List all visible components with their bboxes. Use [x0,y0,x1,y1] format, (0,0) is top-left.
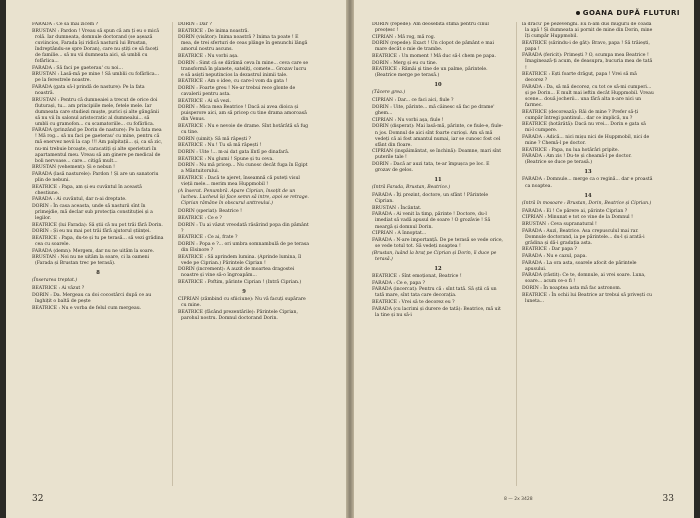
dialogue-line: DORIN : Dacă ar auzi tata, te-ar împușca pe loc. E grozav de gelos. [372,161,490,173]
dialogue-line: FARADA : N-are importanță. De pe terasă se vede orice, se vede totul tot. Să vedeți noaptea ! [372,237,503,249]
dialogue-line: FARADA : La ora asta, soarele afocit de părintele apusului. [522,260,637,272]
dialogue-line: BEATRICE : În ochii lui Beatrice ar trebui să privești cu luneta... [522,292,652,304]
stage-direction: (Brustan, luând la braț pe Ciprian și Dorin, îi duce pe terasă.) [372,250,497,262]
dialogue-line: FARADA : Auzi, Beatrice. Asa crepusculul mai rar. Domnule doctorand, ia pe părintele... du-l și arată-i grădina și dă-i gradația asta. [522,228,645,246]
page-number-right: 33 [662,494,674,504]
column-rule [172,22,173,486]
dialogue-line: DORIN : Popa e ?... ori umbra somnambulă de pe terasa din Elsinore ? [178,241,309,253]
dialogue-line: CIPRIAN (zâmbind cu sfiiciune): Nu vă facuți supărare cu mine. [178,297,306,309]
stage-direction: (Intră în mosoare : Brustan, Dorin, Beatrice și Ciprian.) [522,200,652,206]
scene-number: 10 [434,82,442,89]
dialogue-line: CIPRIAN : Minunat e tot ce vine de la Domnul ! [522,215,633,221]
dialogue-line: BEATRICE : Dar papa ? [522,247,577,253]
dialogue-line: BEATRICE : Ai să vezi. [178,98,231,104]
scene-number: 8 [96,270,100,277]
book-gutter [346,0,354,518]
dialogue-line: BEATRICE : Nu glumi ! Spune și tu ceva. [178,156,274,162]
dialogue-line: BEATRICE : Papa, am și eu cuvântul în această chestiune. [32,184,142,196]
dialogue-line: DORIN (repede): Exact ! Un clopot de pământ e mai mare decât o mie de trambe. [372,41,494,53]
dialogue-line: DORIN : Da. Mergeau ca doi cocostârci după ce au înghițit o baltă de pește [32,293,152,305]
dialogue-line: BEATRICE (făcând prezentările): Părintele Ciprian, parohul nostru. Domnul doctorand Dorin. [178,309,298,321]
dialogue-line: DORIN : În noaptea asta mă fac astronom. [522,285,622,291]
dialogue-line: DORIN : Simt că se dărâmă ceva în mine... ceva care se transformă în planete, sateliți, comete... Grozav lucru e să asiști neputincios la dezastrul inimii tale. [178,60,309,78]
right-page-column-1 [372,22,504,486]
dialogue-line: BEATRICE (lui Farada): Să știi că nu pot trăi fără Dorin. [32,222,163,228]
dialogue-line: FARADA : Ce e, papa ? [372,280,425,286]
dialogue-line: BEATRICE (hotărâtă): Dacă nu vrei... Dorin e gata să mi-l cumpere. [522,122,646,134]
dialogue-line: BEATRICE : Nu e nevoie de drame. Sînt hotărâtă să fug cu tine. [178,124,309,136]
dialogue-line: DORIN : Merg și eu cu tine. [372,60,438,66]
dialogue-line: FARADA : Da, să mă decorez, cu tot ce să-mi cumperi... și pe Dorin... E mult mai ieftin decât Huppmobil. Vreau scene... două jocherii... una fără alta n-are nici un farmec. [522,84,654,108]
dialogue-line: FARADA : Îți prezint, doctore, un sfânt ! Părintele Ciprian. [372,193,489,205]
dialogue-line: FARADA (cu lacrimi și durere de tată): Beatrice, mă uit la tine și nu să-i [372,306,501,318]
dialogue-line: DORIN : Mica mea Beatrice ! Dacă ai avea dioica și puisperore aici, am să pricep cu tine drama amoroasă din Venus. [178,105,307,123]
scene-number: 13 [584,169,592,176]
page-number-left: 32 [32,494,44,504]
dialogue-line: DORIN : Nu mă pricep... Nu cunosc decât fuga în Egipt a Mântuitorului. [178,163,308,175]
dialogue-line: BRUSTAN : Pardon ! Vreau să spun că am ți eu o mică rolă. Iar dumneata, domnule doctorand (se așează cuviincios, Farada își ridică nasturii lui Brustan, îndreptându-se spre Doran), care nu știți ce să faceți de familie... să nu vii dumneata aici, să umbli cu fofârlica... [32,28,159,64]
dialogue-line: FARADA : Ai cuvântul, dar n-ai dreptate. [32,197,127,203]
scene-number: 12 [434,266,442,272]
dialogue-line: BRUSTAN : Noi nu ne uităm la soare, ci la oameni (Farada și Brustan trec pe terasă). [32,255,150,267]
dialogue-line: BEATRICE : Nu ! Tu să mă răpești ! [178,143,262,149]
scene-number: 11 [434,177,442,184]
dialogue-line: FARADA : Nu e cazul, papa. [522,253,587,259]
dialogue-line: DORIN (speriat): Beatrice ! [178,209,243,215]
dialogue-line: BEATRICE : Sînt emoționat, Beatrice ! [372,274,462,280]
dialogue-line: FARADA : Ce să mai zicem ? [32,22,99,27]
stage-direction: (Intră Farada, Brustan, Beatrice.) [372,185,451,191]
dialogue-line: CIPRIAN : Dar... ce faci aici, fiule ? [372,98,454,104]
dialogue-line: FARADA : Am zis ! Du-te și cheamă-l pe doctor. (Beatrice se duce pe terasă.) [522,154,632,166]
dialogue-line: FARADA (prinzând pe Dorin de nasture): Pe la fata mea ! Mă rog... să nu faci pe gaeterau' cu mine, pentru că mă enervez nevii la cap !!! Am palpitații... și, ca să zic, nu-mi trebuie broaște, caracatiți și alte sperieturi în apartamentul meu. Vreau să am ginere pe medical de boli nervoase... care... citigă mult... [32,128,163,164]
dialogue-line: DORIN : Tu ai văzut vreodată răsărind popa din pământ ? [178,222,309,234]
dialogue-line: FARADA : Ei ! Ce părere ai, părinte Ciprian ? [522,208,628,214]
bullet-icon [576,11,580,15]
dialogue-line: FARADA (lasă nasturele): Pardon ! Și are un sanatoriu plin de nebuni. [32,171,159,183]
dialogue-line: BEATRICE : Am o idee, cu care-l vom da gata ! [178,79,288,85]
dialogue-line: BEATRICE : Ești foarte drăguț, papa ! Vrei să mă decorez ? [522,72,637,84]
left-page [6,0,346,518]
dialogue-line: FARADA (demn): Mergem, dar nu ne uităm la soare. [32,248,155,254]
dialogue-line: BRUSTAN : Pentru că dumneaiei a trecut de orice doi fluturași, tu... am principiile mele, fetele mele. Iar dumneata care studiezi muște, purici și alte gângănii să nu vii în salonul aristocratic al dumnealui... să umbli cu gramofon... cu scamatoriile... cu fofârlica. [32,97,159,127]
printer-imprint: 8 — 2x 3428 [504,497,533,502]
left-page-column-1 [32,22,164,486]
dialogue-line: BEATRICE : Ce ai, frate ? [178,235,238,241]
scene-number: 9 [242,288,246,295]
dialogue-line: BRUSTAN : Lasă-mă pe mine ! Să umblii cu fofârlica... pe la ferestrele noastre. [32,72,160,84]
dialogue-line: DORIN : Foarte greu ! Ne-ar trebui rece glonte de cavalerii pentru asta. [178,86,296,98]
stage-direction: (Tăcere grea.) [372,90,406,96]
dialogue-line: FARADA : Adică... nici mișu nici de Huppmobil, nici de mine ? Chemă-l pe doctor. [522,135,650,147]
dialogue-line: BEATRICE : Vrei să te decorez eu ? [372,300,455,306]
running-header [576,9,680,17]
dialogue-line: BEATRICE : De inima noastră. [178,28,249,34]
dialogue-line: BEATRICE : Nu vorbi așa. [178,54,239,60]
dialogue-line: FARADA (fericit): Primești ? O, scumpa mea Beatrice ! Imaginează-ți acum, de deasupra, bucuria mea de tată ! [522,53,653,71]
dialogue-line: BRUSTAN : Ceva supranatural ! [522,221,597,227]
dialogue-line: DORIN : Și eu nu mai pot trăi fără ajutorul științei. [32,229,151,235]
column-rule [516,22,517,486]
dialogue-line: DORIN (increment): A auzit de moartea dragostei noastre și vine să-o îngroapăm... [178,267,295,279]
right-page [354,0,694,518]
dialogue-line: BEATRICE : Să aprindem lumina. (Aprinde lumina, îl vede pe Ciprian.) Părintele Ciprian ! [178,254,302,266]
dialogue-line: BEATRICE : Nu e vorba de felul cum mergeau. [32,305,142,311]
dialogue-line: BEATRICE (sărindu-i de gât): Bravo, papa ! Să trăiești, papa ! [522,40,650,52]
dialogue-line: FARADA : Să faci pe gaeterau' cu noi... [32,65,123,71]
dialogue-line: FARADA (gata să-l prindă de nasture): Pe la fata noastră. [32,84,145,96]
dialogue-line: BRUSTAN : Încântat. [372,205,422,211]
dialogue-line: DORIN (disperat): Mai lasă-mă, părinte, ce fiule-e, fiule-n jos. Domnul de aici sînt foarte curioși. Am să mă vedeți că ai fost amantul numai, iar se cunosc fost cel sfânt din floare. [372,124,503,148]
dialogue-line: BEATRICE (decorează): Râi de mine ? Prefer să-ți cumpăr întregi pantinul... dar ce implică, nu ? [522,109,639,121]
dialogue-line: CIPRIAN : A înnoptat... [372,231,427,237]
dialogue-line: BEATRICE : Dacă te ajeret, înseamnă că puteți visul vieții mele... merim mea Huppmobil ! [178,176,300,188]
dialogue-line: BEATRICE : Rămâi și tine de un palme, părintele. (Beatrice merge pe terasă.) [372,67,488,79]
stage-direction: (Înserarea treptat.) [32,278,78,284]
dialogue-line: BEATRICE : Poftim, părinte Ciprian ! (Intră Ciprian.) [178,279,302,285]
dialogue-line: FARADA (incercat): Pentru că : sînt tată. Să știi că un tată mare, sînt tata care decorația. [372,287,497,299]
dialogue-line: BEATRICE : Un moment ! Mă duc să-l chem pe papa. [372,54,496,60]
right-page-column-2 [522,22,654,486]
dialogue-line: CIPRIAN : Mă rog, mă rog. [372,34,436,40]
dialogue-line: BEATRICE : Ai văzut ? [32,286,85,292]
dialogue-line: FARADA : Ai venit la timp, părinte ! Doctore, du-l imediat să vadă apusul de soare ! O grozăvie ! Să meargă și domnul Dorin. [372,212,491,230]
dialogue-line: BEATRICE : Papa, du-te și tu pe terasă... să vezi grădina cea cu soarele. [32,235,164,247]
scene-number: 14 [584,192,592,199]
dialogue-line: DORIN : Uite !... m-ai dat gata lîntî pe dinafară. [178,150,290,156]
dialogue-line: DORIN (uimit): Să mă răpești ? [178,136,251,142]
dialogue-line: la dracu' pe pezevenghi. Eu n-am dus mugurii de coada la apă ! Și dumneata ai pornit de mine din Dorin, mine îți cumpăr Huppmobil. [522,22,653,40]
left-page-column-2 [178,22,310,486]
dialogue-line: FARADA (râstit): Ce te, domnule, ai vrei soare. Luna, soare... acum ce-o fi ! [522,273,646,285]
dialogue-line: BEATRICE : Papa, nu lua hotărâri pripite. [522,147,620,153]
dialogue-line: DORIN : Uite, părinte... mă căinesc să fac pe drame' ghem... [372,105,495,117]
stage-direction: (A înserat. Penumbră. Apare Ciprian, însoțit de un lucheu. Lucheul își face semn să intre, apoi se retrage. Ciprian rămâne în obscurul anttreului.) [178,189,309,207]
running-header-title: GOANA DUPĂ FLUTURI [582,9,680,17]
dialogue-line: DORIN : În casa aceasta, unde să nasturii sînt în primejdie, mă declar sub protecția constituției și a legilor. [32,203,153,221]
dialogue-line: BRUSTAN (vehement): Și e nebun ! [32,165,116,171]
dialogue-line: DORIN (repede): Am deosebită stimă pentru cinul preoțesc ! [372,22,489,34]
dialogue-line: DORIN (visător): Inima noastră ? Inima ta poate ! E mea, de trei sferturi de ceas plânge în genunchi lângă amorul nostru ascuns. [178,35,308,53]
dialogue-line: DORIN : Dar ? [178,22,212,27]
dialogue-line: CIPRIAN : Nu vorbi așa, fiule ! [372,117,444,123]
dialogue-line: FARADA : Domnule... merge ca o regină... dar e proastă ca noaptea. [522,177,653,189]
dialogue-line: BEATRICE : Ce e ? [178,215,222,221]
dialogue-line: CIPRIAN (inspăimântat, se închină): Doamne, mari sînt puterile tale ! [372,149,502,161]
